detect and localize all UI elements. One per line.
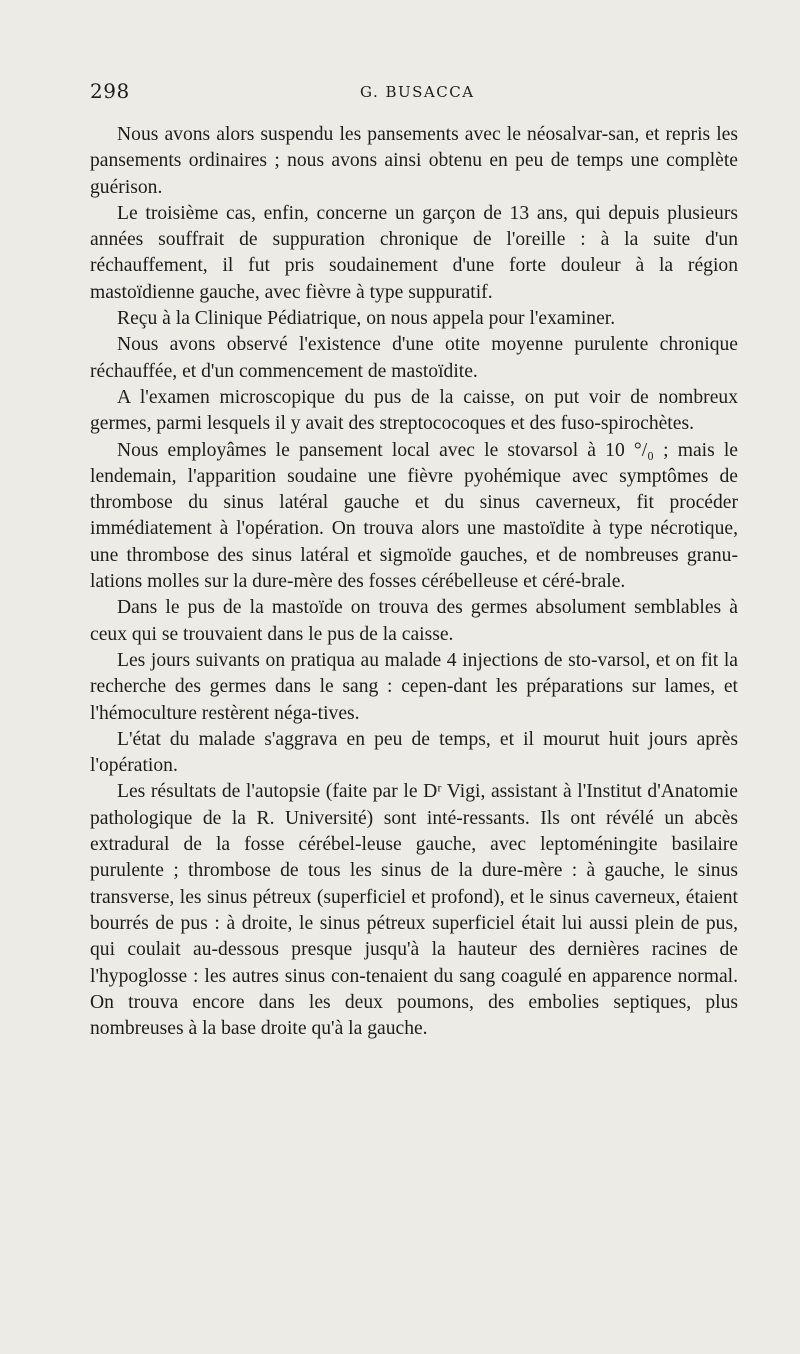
paragraph: Dans le pus de la mastoïde on trouva des germes absolument semblables à ceux qui se trouvaient dans le pus de la caisse. bbox=[90, 597, 738, 645]
paragraph: Le troisième cas, enfin, concerne un garçon de 13 ans, qui depuis plusieurs années souffrait de suppuration chronique de l'oreille : à la suite d'un réchauffement, il fut pris soudainement d'une forte douleur à la région mastoïdienne gauche, avec fièvre à type suppuratif. bbox=[90, 202, 738, 303]
page-header bbox=[90, 79, 750, 109]
paragraph: Les jours suivants on pratiqua au malade 4 injections de sto-varsol, et on fit la recherche des germes dans le sang : cepen-dant les préparations sur lames, et l'hémoculture restèrent néga-tives. bbox=[90, 649, 738, 724]
paragraph: L'état du malade s'aggrava en peu de temps, et il mourut huit jours après l'opération. bbox=[90, 728, 738, 777]
paragraph: Les résultats de l'autopsie (faite par le Dʳ Vigi, assistant à l'Institut d'Anatomie pathologique de la R. Université) sont inté-ressants. Ils ont révélé un abcès extradural de la fosse cérébel-leuse gauche, avec leptoméningite basilaire purulente ; thrombose de tous les sinus de la dure-mère : à gauche, le sinus transverse, les sinus pétreux (superficiel et profond), et le sinus caverneux, étaient bourrés de pus : à droite, le sinus pétreux superficiel était lui aussi plein de pus, qui coulait au-dessous presque jusqu'à la hauteur des dernières racines de l'hypoglosse : les autres sinus con-tenaient du sang coagulé en apparence normal. On trouva encore dans les deux poumons, des embolies septiques, plus nombreuses à la base droite qu'à la gauche. bbox=[90, 781, 738, 1040]
paragraph: Nous avons alors suspendu les pansements avec le néosalvar-san, et repris les pansements ordinaires ; nous avons ainsi obtenu en peu de temps une complète guérison. bbox=[90, 124, 738, 198]
paragraph: Nous employâmes le pansement local avec le stovarsol à 10 °/₀ ; mais le lendemain, l'apparition soudaine une fièvre pyohémique avec symptômes de thrombose du sinus latéral gauche et du sinus caverneux, fit procéder immédiatement à l'opération. On trouva alors une mastoïdite à type nécrotique, une thrombose des sinus latéral et sigmoïde gauches, et de nombreuses granu-lations molles sur la dure-mère des fosses cérébelleuse et céré-brale. bbox=[90, 439, 738, 593]
paragraph: A l'examen microscopique du pus de la caisse, on put voir de nombreux germes, parmi lesquels il y avait des streptococoques et des fuso-spirochètes. bbox=[90, 386, 738, 435]
running-head-author: G. BUSACCA bbox=[360, 83, 475, 101]
paragraph: Nous avons observé l'existence d'une otite moyenne purulente chronique réchauffée, et d'un commencement de mastoïdite. bbox=[90, 334, 738, 382]
body-text bbox=[90, 122, 738, 1042]
page-number: 298 bbox=[90, 79, 130, 103]
paragraph: Reçu à la Clinique Pédiatrique, on nous appela pour l'examiner. bbox=[117, 308, 616, 330]
